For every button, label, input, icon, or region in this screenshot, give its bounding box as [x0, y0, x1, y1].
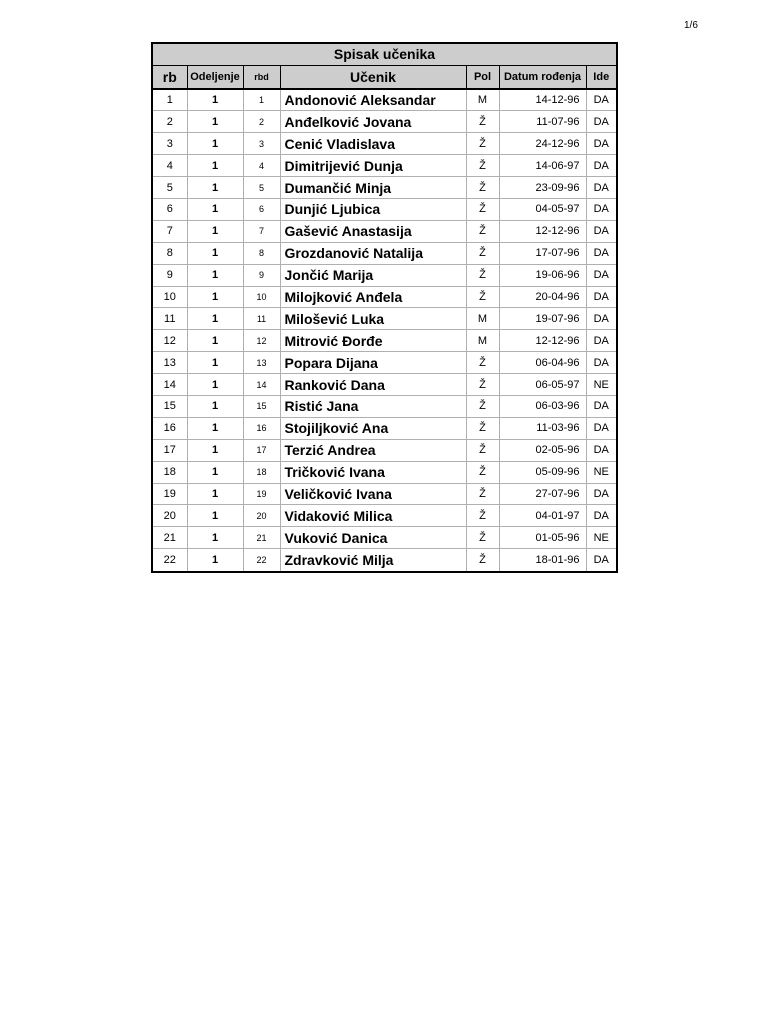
table-row [153, 439, 616, 461]
cell-pol: Ž [466, 549, 499, 571]
cell-rbd: 12 [243, 330, 280, 352]
cell-ide: DA [593, 553, 609, 566]
table-title: Spisak učenika [153, 44, 616, 65]
cell-rb: 3 [153, 133, 187, 155]
cell-ide: NE [586, 461, 616, 483]
column-header-datum: Datum rođenja [499, 65, 586, 89]
cell-rb: 19 [153, 483, 187, 505]
cell-odeljenje: 1 [187, 505, 243, 527]
cell-ide: DA [586, 439, 616, 461]
cell-ide: DA [586, 505, 616, 527]
cell-student-name: Dimitrijević Dunja [280, 155, 466, 177]
table-row [153, 527, 616, 549]
cell-odeljenje: 1 [187, 527, 243, 549]
table-row [153, 286, 616, 308]
cell-rbd: 8 [243, 242, 280, 264]
table-row [153, 483, 616, 505]
cell-pol: Ž [466, 177, 499, 199]
table-row [153, 89, 616, 111]
cell-pol: Ž [466, 483, 499, 505]
cell-student-name: Dumančić Minja [280, 177, 466, 199]
cell-rb: 16 [153, 417, 187, 439]
cell-pol: Ž [466, 155, 499, 177]
cell-odeljenje: 1 [187, 133, 243, 155]
cell-rbd: 13 [243, 352, 280, 374]
cell-rb: 21 [153, 527, 187, 549]
cell-pol: M [466, 330, 499, 352]
cell-rbd: 1 [243, 89, 280, 111]
cell-ide: DA [586, 111, 616, 133]
cell-odeljenje: 1 [187, 242, 243, 264]
cell-birth-date: 04-05-97 [499, 198, 586, 220]
cell-rbd: 20 [243, 505, 280, 527]
cell-odeljenje: 1 [187, 439, 243, 461]
cell-ide: DA [586, 198, 616, 220]
cell-pol: Ž [466, 461, 499, 483]
cell-birth-date: 05-09-96 [499, 461, 586, 483]
cell-pol: Ž [466, 220, 499, 242]
cell-ide: DA [586, 264, 616, 286]
cell-student-name: Stojiljković Ana [280, 417, 466, 439]
cell-odeljenje: 1 [187, 308, 243, 330]
cell-rbd: 5 [243, 177, 280, 199]
cell-odeljenje: 1 [187, 155, 243, 177]
cell-rb: 22 [153, 549, 187, 571]
table-row [153, 330, 616, 352]
cell-rbd: 9 [243, 264, 280, 286]
cell-birth-date: 12-12-96 [499, 330, 586, 352]
cell-rbd: 7 [243, 220, 280, 242]
column-header-rb: rb [153, 65, 187, 89]
cell-rbd: 19 [243, 483, 280, 505]
cell-ide: DA [586, 220, 616, 242]
cell-student-name: Mitrović Đorđe [280, 330, 466, 352]
cell-odeljenje: 1 [187, 417, 243, 439]
table-row [153, 177, 616, 199]
cell-birth-date: 14-06-97 [499, 155, 586, 177]
page-number: 1/6 [684, 20, 698, 31]
cell-student-name: Milojković Anđela [280, 286, 466, 308]
cell-ide: DA [586, 330, 616, 352]
cell-rbd: 4 [243, 155, 280, 177]
table-row [153, 395, 616, 417]
cell-rb: 1 [153, 89, 187, 111]
table-row [153, 220, 616, 242]
cell-odeljenje: 1 [187, 330, 243, 352]
cell-ide: DA [586, 286, 616, 308]
table-row [153, 198, 616, 220]
cell-rbd: 21 [243, 527, 280, 549]
cell-pol: Ž [466, 352, 499, 374]
table-row [153, 133, 616, 155]
cell-rb: 9 [153, 264, 187, 286]
cell-student-name: Dunjić Ljubica [280, 198, 466, 220]
cell-rb: 2 [153, 111, 187, 133]
table-row [153, 549, 616, 571]
cell-ide: DA [586, 352, 616, 374]
cell-rbd: 17 [243, 439, 280, 461]
cell-student-name: Tričković Ivana [280, 461, 466, 483]
cell-pol: Ž [466, 133, 499, 155]
cell-pol: M [466, 89, 499, 111]
table-row [153, 155, 616, 177]
cell-birth-date: 11-03-96 [499, 417, 586, 439]
column-header-rbd: rbd [243, 65, 280, 89]
student-list-table [151, 42, 618, 573]
cell-rb: 7 [153, 220, 187, 242]
cell-rb: 4 [153, 155, 187, 177]
cell-ide: NE [586, 527, 616, 549]
cell-student-name: Andonović Aleksandar [280, 89, 466, 111]
cell-odeljenje: 1 [187, 220, 243, 242]
cell-odeljenje: 1 [187, 352, 243, 374]
cell-pol: Ž [466, 111, 499, 133]
cell-rb: 14 [153, 374, 187, 396]
cell-birth-date: 01-05-96 [499, 527, 586, 549]
cell-pol: M [466, 308, 499, 330]
cell-odeljenje: 1 [187, 177, 243, 199]
cell-pol: Ž [466, 395, 499, 417]
cell-student-name: Zdravković Milja [280, 549, 466, 571]
cell-student-name: Popara Dijana [280, 352, 466, 374]
cell-odeljenje: 1 [187, 483, 243, 505]
cell-rbd: 16 [243, 417, 280, 439]
cell-student-name: Cenić Vladislava [280, 133, 466, 155]
table-row [153, 264, 616, 286]
cell-student-name: Milošević Luka [280, 308, 466, 330]
cell-pol: Ž [466, 505, 499, 527]
cell-rbd: 14 [243, 374, 280, 396]
column-header-odeljenje: Odeljenje [187, 65, 243, 89]
cell-rb: 17 [153, 439, 187, 461]
cell-ide: DA [586, 155, 616, 177]
cell-birth-date: 24-12-96 [499, 133, 586, 155]
cell-odeljenje: 1 [187, 198, 243, 220]
cell-rb: 5 [153, 177, 187, 199]
cell-rb: 12 [153, 330, 187, 352]
cell-student-name: Ristić Jana [280, 395, 466, 417]
cell-rb: 13 [153, 352, 187, 374]
cell-rb: 20 [153, 505, 187, 527]
table-row [153, 242, 616, 264]
cell-odeljenje: 1 [187, 111, 243, 133]
cell-rb: 15 [153, 395, 187, 417]
cell-ide: DA [586, 242, 616, 264]
cell-pol: Ž [466, 264, 499, 286]
cell-rb: 11 [153, 308, 187, 330]
cell-pol: Ž [466, 417, 499, 439]
cell-rb: 10 [153, 286, 187, 308]
cell-birth-date: 04-01-97 [499, 505, 586, 527]
cell-rbd: 3 [243, 133, 280, 155]
table-row [153, 461, 616, 483]
cell-birth-date: 18-01-96 [499, 549, 586, 571]
table-row [153, 308, 616, 330]
cell-rbd: 11 [243, 308, 280, 330]
cell-pol: Ž [466, 374, 499, 396]
cell-rb: 8 [153, 242, 187, 264]
cell-student-name: Gašević Anastasija [280, 220, 466, 242]
cell-odeljenje: 1 [187, 374, 243, 396]
table-row [153, 352, 616, 374]
cell-birth-date: 27-07-96 [499, 483, 586, 505]
cell-odeljenje: 1 [187, 89, 243, 111]
cell-pol: Ž [466, 198, 499, 220]
cell-birth-date: 06-03-96 [499, 395, 586, 417]
cell-rbd: 2 [243, 111, 280, 133]
cell-ide: NE [586, 374, 616, 396]
cell-student-name: Vidaković Milica [280, 505, 466, 527]
column-header-pol: Pol [466, 65, 499, 89]
cell-birth-date: 17-07-96 [499, 242, 586, 264]
cell-birth-date: 12-12-96 [499, 220, 586, 242]
cell-rbd: 15 [243, 395, 280, 417]
table-body [153, 89, 616, 571]
cell-ide: DA [586, 395, 616, 417]
cell-odeljenje: 1 [187, 264, 243, 286]
cell-birth-date: 11-07-96 [499, 111, 586, 133]
cell-student-name: Vuković Danica [280, 527, 466, 549]
cell-ide: DA [586, 483, 616, 505]
table-row [153, 374, 616, 396]
cell-birth-date: 06-04-96 [499, 352, 586, 374]
cell-pol: Ž [466, 286, 499, 308]
cell-rbd: 6 [243, 198, 280, 220]
table-row [153, 505, 616, 527]
cell-student-name: Terzić Andrea [280, 439, 466, 461]
cell-student-name: Anđelković Jovana [280, 111, 466, 133]
cell-birth-date: 02-05-96 [499, 439, 586, 461]
cell-ide: DA [586, 308, 616, 330]
cell-birth-date: 14-12-96 [499, 89, 586, 111]
table-row [153, 111, 616, 133]
cell-pol: Ž [466, 242, 499, 264]
cell-student-name: Jončić Marija [280, 264, 466, 286]
cell-birth-date: 20-04-96 [499, 286, 586, 308]
cell-birth-date: 23-09-96 [499, 177, 586, 199]
cell-rb: 18 [153, 461, 187, 483]
cell-pol: Ž [466, 439, 499, 461]
cell-rbd: 10 [243, 286, 280, 308]
cell-ide: DA [586, 89, 616, 111]
cell-rbd: 18 [243, 461, 280, 483]
cell-birth-date: 19-07-96 [499, 308, 586, 330]
cell-student-name: Ranković Dana [280, 374, 466, 396]
cell-rbd: 22 [243, 549, 280, 571]
cell-birth-date: 19-06-96 [499, 264, 586, 286]
cell-student-name: Grozdanović Natalija [280, 242, 466, 264]
cell-birth-date: 06-05-97 [499, 374, 586, 396]
cell-ide: DA [586, 177, 616, 199]
cell-student-name: Veličković Ivana [280, 483, 466, 505]
cell-ide: DA [586, 133, 616, 155]
cell-odeljenje: 1 [187, 395, 243, 417]
cell-rb: 6 [153, 198, 187, 220]
table-row [153, 417, 616, 439]
column-header-ide: Ide [586, 65, 616, 89]
column-header-ucenik: Učenik [280, 65, 466, 89]
cell-ide: DA [586, 417, 616, 439]
cell-odeljenje: 1 [187, 286, 243, 308]
cell-odeljenje: 1 [187, 461, 243, 483]
cell-pol: Ž [466, 527, 499, 549]
cell-odeljenje: 1 [187, 549, 243, 571]
